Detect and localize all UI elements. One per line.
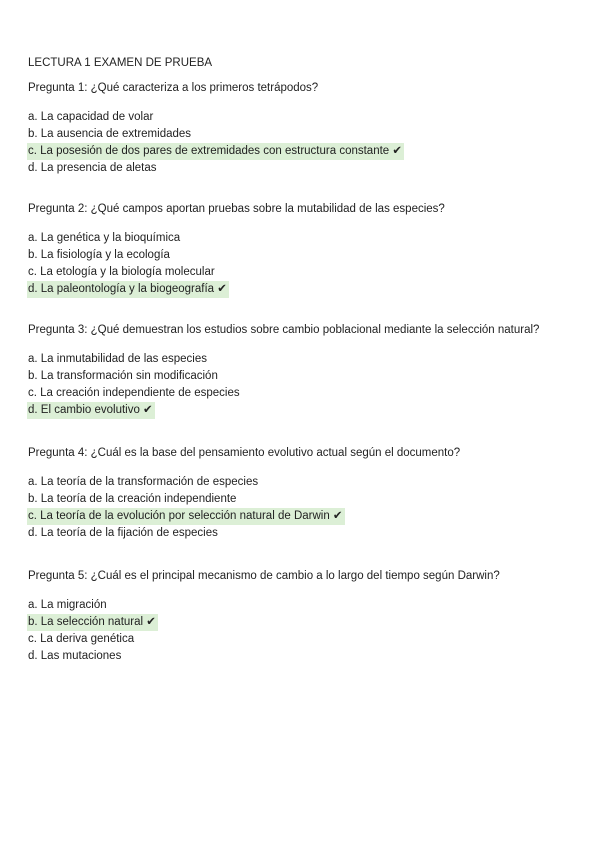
answer-option bbox=[28, 474, 460, 491]
option-text: c. La posesión de dos pares de extremidades con estructura constante ✔ bbox=[27, 143, 404, 160]
option-text: a. La genética y la bioquímica bbox=[28, 232, 181, 244]
answer-option bbox=[28, 247, 445, 264]
answer-option bbox=[28, 126, 404, 143]
option-text: b. La selección natural ✔ bbox=[27, 614, 158, 631]
option-text: a. La inmutabilidad de las especies bbox=[28, 353, 208, 365]
answer-option bbox=[28, 160, 404, 177]
answer-option bbox=[28, 230, 445, 247]
correct-answer-option bbox=[28, 281, 445, 298]
answer-option bbox=[28, 648, 500, 665]
option-text: d. La teoría de la fijación de especies bbox=[28, 527, 218, 539]
answer-option bbox=[28, 109, 404, 126]
question-3 bbox=[28, 322, 539, 419]
question-1 bbox=[28, 80, 404, 177]
option-text: b. La ausencia de extremidades bbox=[28, 128, 192, 140]
option-text: d. La presencia de aletas bbox=[28, 162, 157, 174]
option-text: a. La migración bbox=[28, 599, 107, 611]
document-title: LECTURA 1 EXAMEN DE PRUEBA bbox=[28, 57, 213, 69]
answer-option bbox=[28, 368, 539, 385]
question-text: Pregunta 4: ¿Cuál es la base del pensamiento evolutivo actual según el documento? bbox=[28, 447, 461, 459]
answer-option bbox=[28, 491, 460, 508]
answer-option bbox=[28, 385, 539, 402]
option-text: a. La teoría de la transformación de especies bbox=[28, 476, 259, 488]
correct-answer-option bbox=[28, 143, 404, 160]
answer-option bbox=[28, 597, 500, 614]
option-text: d. La paleontología y la biogeografía ✔ bbox=[27, 281, 229, 298]
answer-option bbox=[28, 351, 539, 368]
question-text: Pregunta 5: ¿Cuál es el principal mecanismo de cambio a lo largo del tiempo según Darwin? bbox=[28, 570, 500, 582]
option-text: b. La transformación sin modificación bbox=[28, 370, 218, 382]
option-text: c. La creación independiente de especies bbox=[28, 387, 240, 399]
question-text: Pregunta 2: ¿Qué campos aportan pruebas sobre la mutabilidad de las especies? bbox=[28, 203, 445, 215]
option-text: b. La teoría de la creación independiente bbox=[28, 493, 237, 505]
correct-answer-option bbox=[28, 614, 500, 631]
answer-option bbox=[28, 264, 445, 281]
option-text: c. La deriva genética bbox=[28, 633, 135, 645]
correct-answer-option bbox=[28, 402, 539, 419]
question-2 bbox=[28, 201, 445, 298]
question-4 bbox=[28, 445, 460, 542]
option-text: d. El cambio evolutivo ✔ bbox=[27, 402, 155, 419]
option-text: c. La teoría de la evolución por selección natural de Darwin ✔ bbox=[27, 508, 345, 525]
option-text: c. La etología y la biología molecular bbox=[28, 266, 215, 278]
option-text: b. La fisiología y la ecología bbox=[28, 249, 170, 261]
option-text: d. Las mutaciones bbox=[28, 650, 122, 662]
answer-option bbox=[28, 525, 460, 542]
question-5 bbox=[28, 568, 500, 665]
question-text: Pregunta 1: ¿Qué caracteriza a los primeros tetrápodos? bbox=[28, 82, 319, 94]
correct-answer-option bbox=[28, 508, 460, 525]
answer-option bbox=[28, 631, 500, 648]
question-text: Pregunta 3: ¿Qué demuestran los estudios sobre cambio poblacional mediante la selección natural? bbox=[28, 324, 540, 336]
option-text: a. La capacidad de volar bbox=[28, 111, 154, 123]
